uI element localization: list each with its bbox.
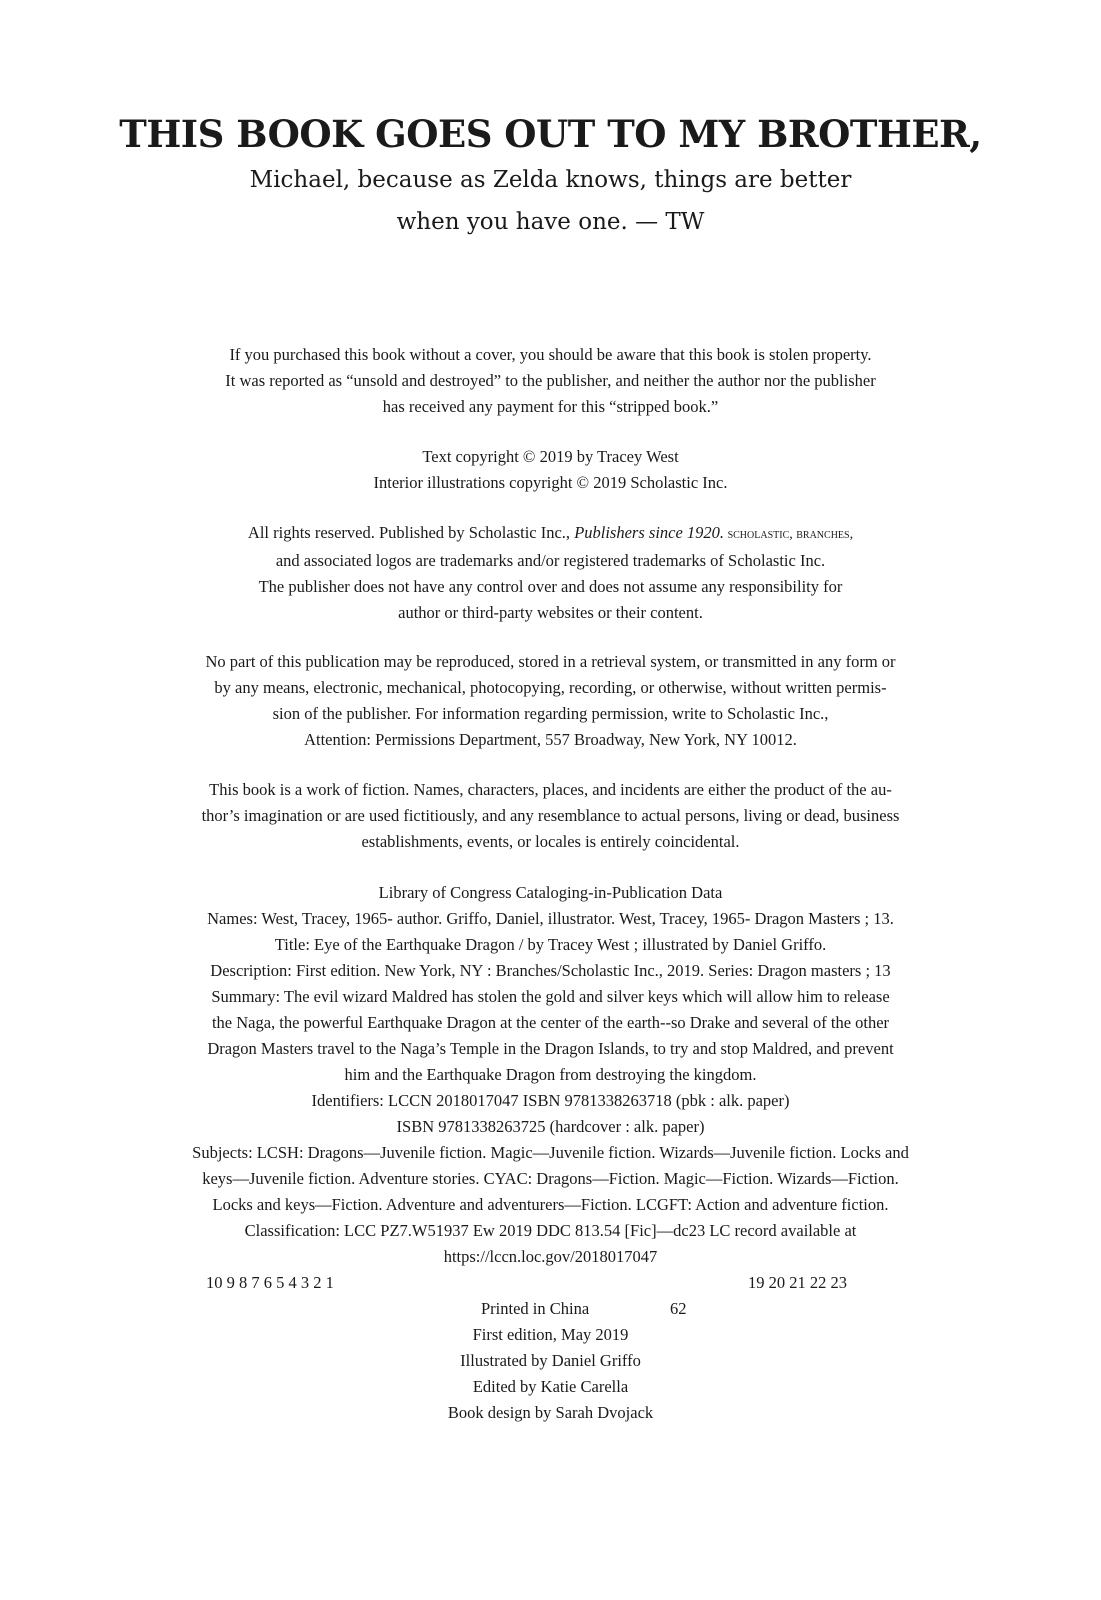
fiction-disclaimer [0,777,1101,855]
text-copyright: Text copyright © 2019 by Tracey West [422,447,679,466]
edition: First edition, May 2019 [472,1325,629,1344]
cip-line: Summary: The evil wizard Maldred has stolen the gold and silver keys which will allow him to release [211,987,890,1006]
cataloging-data [0,880,1101,1270]
year-numbers: 19 20 21 22 23 [748,1273,847,1292]
cip-line: Dragon Masters travel to the Naga’s Temple in the Dragon Islands, to try and stop Maldred, and prevent [207,1039,894,1058]
publishers-since: Publishers since 1920. [574,523,725,542]
cip-line: Subjects: LCSH: Dragons—Juvenile fiction. Magic—Juvenile fiction. Wizards—Juvenile fiction. Locks and [192,1143,909,1162]
reproduction-notice [0,649,1101,753]
rights-line-1 [0,520,1101,548]
cip-line: Description: First edition. New York, NY : Branches/Scholastic Inc., 2019. Series: Dragon masters ; 13 [210,961,891,980]
trademark-names: scholastic, branches, [724,527,854,542]
editor-credit: Edited by Katie Carella [472,1377,629,1396]
reproduction-line: No part of this publication may be reproduced, stored in a retrieval system, or transmitted in any form or [205,652,896,671]
cip-line: the Naga, the powerful Earthquake Dragon at the center of the earth--so Drake and several of the other [211,1013,890,1032]
cip-line: Locks and keys—Fiction. Adventure and adventurers—Fiction. LCGFT: Action and adventure fiction. [212,1195,889,1214]
dedication-heading: THIS BOOK GOES OUT TO MY BROTHER, [119,112,982,156]
dedication [0,110,1101,240]
reproduction-line: sion of the publisher. For information regarding permission, write to Scholastic Inc., [272,704,829,723]
printer-number: 62 [670,1299,687,1318]
designer-credit: Book design by Sarah Dvojack [447,1403,654,1422]
copyright-notice [0,444,1101,496]
print-run-numbers: 10 9 8 7 6 5 4 3 2 1 [206,1273,334,1292]
lccn-url: https://lccn.loc.gov/2018017047 [443,1247,658,1266]
notice-line: has received any payment for this “stripped book.” [382,397,719,416]
cip-line: Names: West, Tracey, 1965- author. Griffo, Daniel, illustrator. West, Tracey, 1965- Dragon Masters ; 13. [207,909,894,928]
cip-line: Classification: LCC PZ7.W51937 Ew 2019 DDC 813.54 [Fic]—dc23 LC record available at [244,1221,857,1240]
printed-in-country: Printed in China [481,1299,590,1318]
rights-line: author or third-party websites or their content. [398,603,703,622]
fiction-line: thor’s imagination or are used fictitiously, and any resemblance to actual persons, living or dead, business [201,806,900,825]
reproduction-line: Attention: Permissions Department, 557 Broadway, New York, NY 10012. [304,730,797,749]
rights-line: The publisher does not have any control over and does not assume any responsibility for [258,577,843,596]
notice-line: If you purchased this book without a cover, you should be aware that this book is stolen property. [229,345,872,364]
rights-line: and associated logos are trademarks and/or registered trademarks of Scholastic Inc. [275,551,826,570]
fiction-line: This book is a work of fiction. Names, characters, places, and incidents are either the product of the au- [209,780,892,799]
rights-statement [0,520,1101,626]
cip-line: keys—Juvenile fiction. Adventure stories. CYAC: Dragons—Fiction. Magic—Fiction. Wizards—Fiction. [202,1169,899,1188]
cip-line: Title: Eye of the Earthquake Dragon / by Tracey West ; illustrated by Daniel Griffo. [274,935,827,954]
cip-line: ISBN 9781338263725 (hardcover : alk. paper) [396,1117,705,1136]
reproduction-line: by any means, electronic, mechanical, photocopying, recording, or otherwise, without written permis- [214,678,887,697]
cip-line: Identifiers: LCCN 2018017047 ISBN 9781338263718 (pbk : alk. paper) [311,1091,790,1110]
printed-in [0,1296,1101,1322]
stolen-property-notice [0,342,1101,420]
cip-heading: Library of Congress Cataloging-in-Publication Data [378,883,723,902]
fiction-line: establishments, events, or locales is entirely coincidental. [361,832,740,851]
rights-text: All rights reserved. Published by Scholastic Inc., [247,523,575,542]
illustrations-copyright: Interior illustrations copyright © 2019 Scholastic Inc. [373,473,728,492]
dedication-line-1: Michael, because as Zelda knows, things are better [249,167,852,193]
dedication-line-2: when you have one. — TW [396,209,705,235]
notice-line: It was reported as “unsold and destroyed” to the publisher, and neither the author nor the publisher [225,371,876,390]
printing-numbers [0,1270,1101,1296]
illustrator-credit: Illustrated by Daniel Griffo [460,1351,641,1370]
edition-credits [0,1322,1101,1426]
cip-line: him and the Earthquake Dragon from destroying the kingdom. [344,1065,757,1084]
